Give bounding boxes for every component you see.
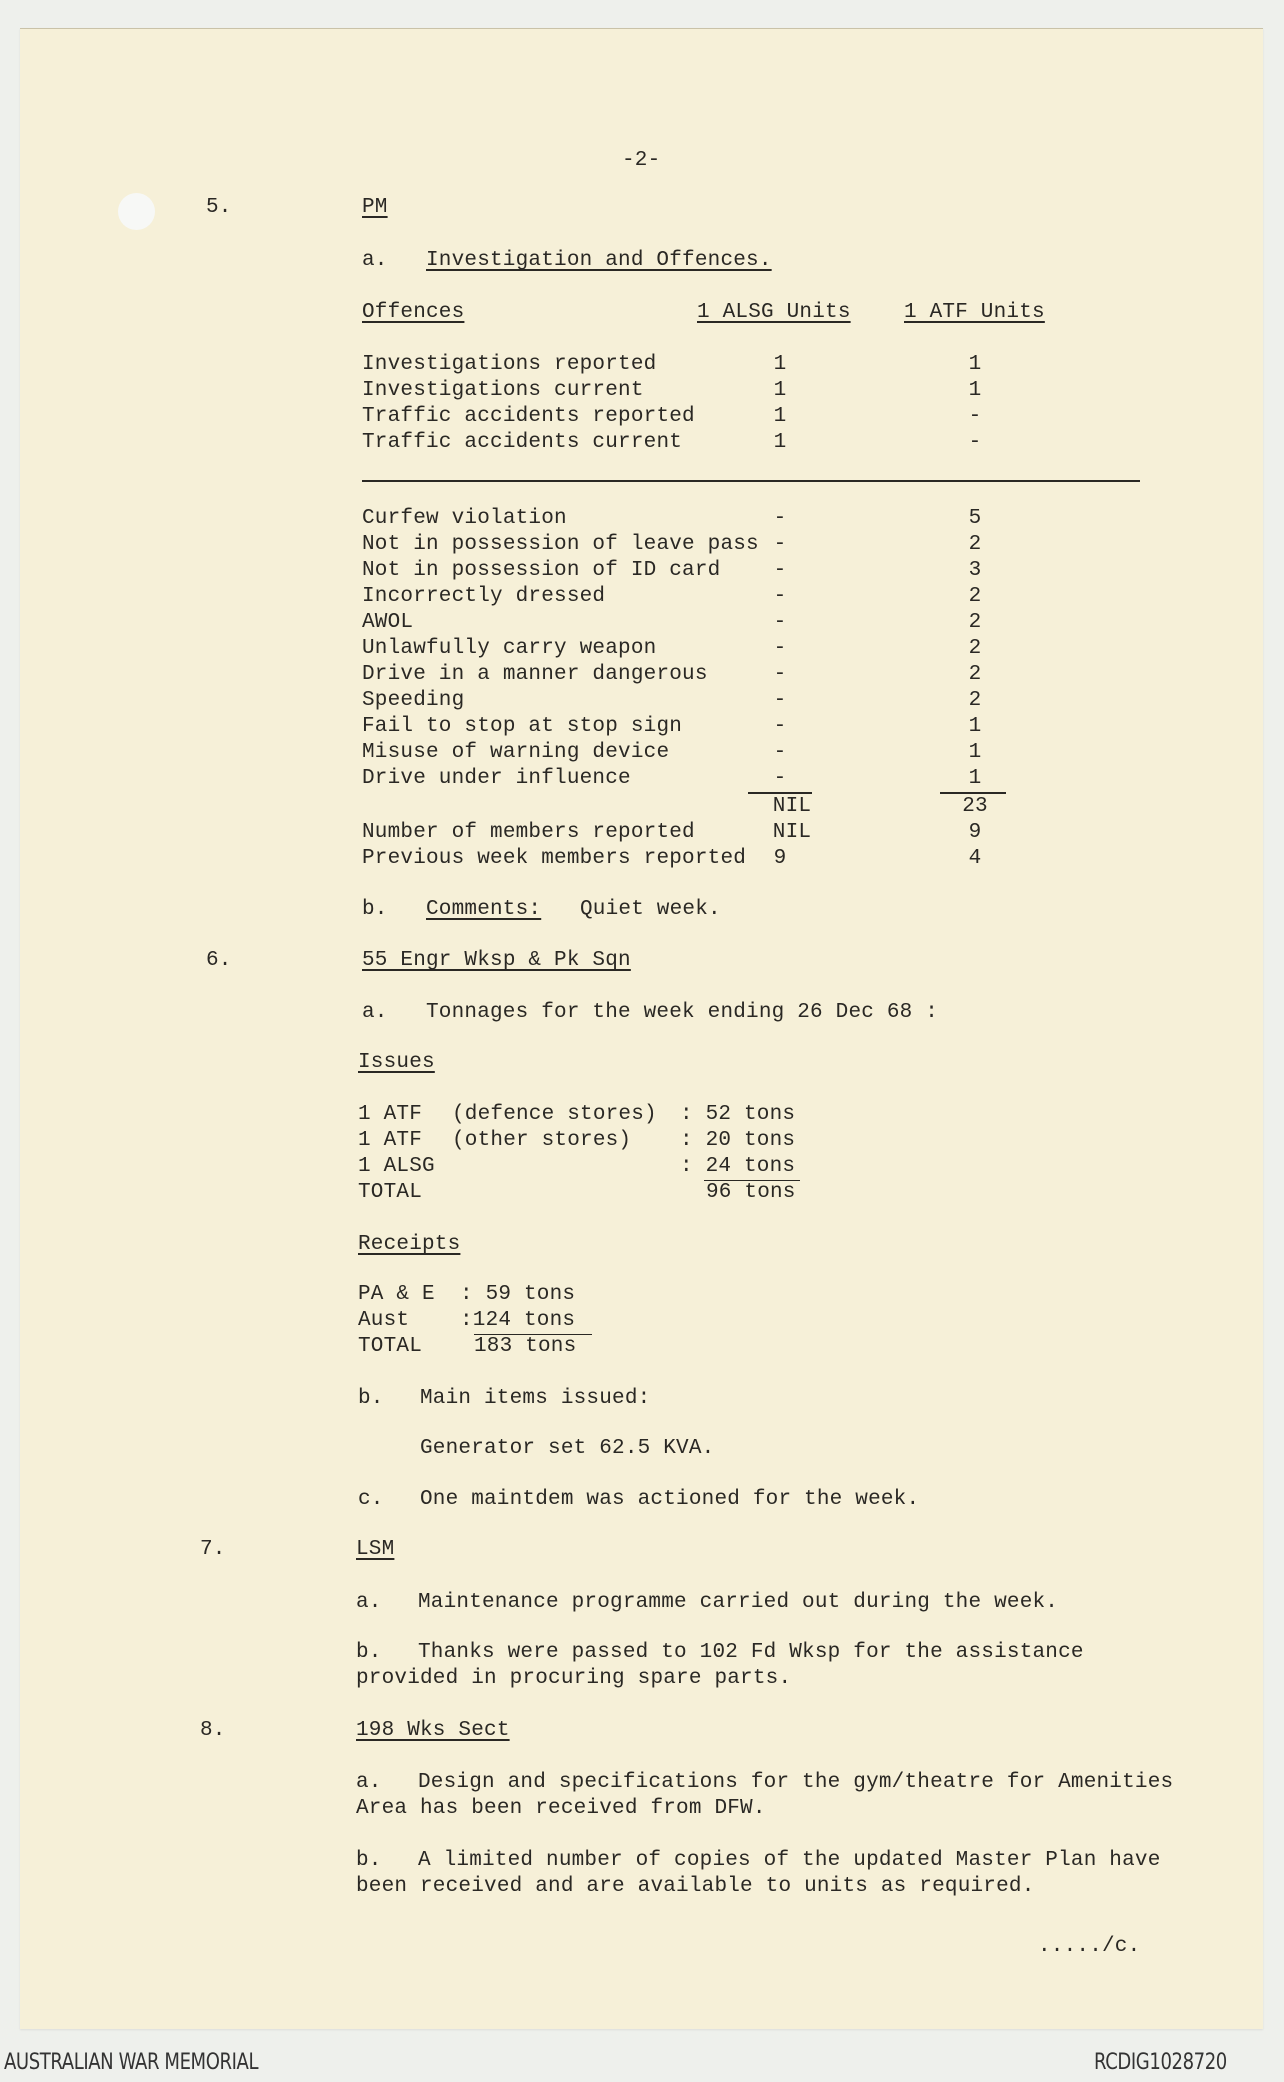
section-5a-title: Investigation and Offences. (426, 249, 772, 272)
section-6a-label: a. (362, 1001, 388, 1024)
alsg-value: - (773, 741, 787, 764)
atf-value: 5 (968, 507, 982, 530)
alsg-value: - (773, 715, 787, 738)
section-7-number: 7. (200, 1538, 226, 1561)
atf-value: - (968, 405, 982, 428)
alsg-units-header: 1 ALSG Units (697, 301, 851, 324)
offence-label: Investigations current (362, 379, 644, 402)
atf-value: 1 (968, 741, 982, 764)
atf-value: 2 (968, 533, 982, 556)
issue-unit: 1 ATF (358, 1103, 423, 1126)
receipt-value: :124 tons (460, 1309, 576, 1332)
section-7a-label: a. (356, 1591, 382, 1614)
alsg-value: - (773, 559, 787, 582)
section-8a-line2: Area has been received from DFW. (356, 1797, 766, 1820)
alsg-value: 1 (773, 431, 787, 454)
receipt-source: PA & E (358, 1283, 435, 1306)
offence-label: Not in possession of leave pass (362, 533, 759, 556)
alsg-total: NIL (772, 795, 812, 818)
section-7b-line1: Thanks were passed to 102 Fd Wksp for the assistance (418, 1641, 1084, 1664)
alsg-value: 1 (773, 379, 787, 402)
offence-label: Incorrectly dressed (362, 585, 606, 608)
section-6b-text: Main items issued: (420, 1387, 651, 1410)
issues-total-label: TOTAL (358, 1181, 423, 1204)
continuation-marker: ...../c. (1038, 1935, 1141, 1958)
receipts-total-value: 183 tons (474, 1335, 577, 1358)
section-7b-label: b. (356, 1641, 382, 1664)
members-label: Number of members reported (362, 821, 695, 844)
section-7-title: LSM (356, 1538, 395, 1561)
alsg-value: 1 (773, 353, 787, 376)
receipts-total-label: TOTAL (358, 1335, 423, 1358)
atf-value: 3 (968, 559, 982, 582)
offences-header: Offences (362, 301, 465, 324)
punch-hole (118, 193, 155, 230)
atf-value: 2 (968, 585, 982, 608)
section-7a-text: Maintenance programme carried out during the week. (418, 1591, 1059, 1614)
alsg-value: NIL (772, 821, 812, 844)
atf-value: 9 (968, 821, 982, 844)
atf-value: 1 (968, 379, 982, 402)
offence-label: Drive under influence (362, 767, 631, 790)
atf-units-header: 1 ATF Units (904, 301, 1045, 324)
offence-label: Drive in a manner dangerous (362, 663, 708, 686)
section-5b-label: b. (362, 898, 388, 921)
offence-label: AWOL (362, 611, 414, 634)
offence-label: Traffic accidents current (362, 431, 683, 454)
alsg-value: - (773, 663, 787, 686)
main-item-issued: Generator set 62.5 KVA. (420, 1437, 715, 1460)
alsg-value: - (773, 507, 787, 530)
section-8-number: 8. (200, 1719, 226, 1742)
offence-label: Speeding (362, 689, 465, 712)
atf-value: 2 (968, 637, 982, 660)
section-8a-line1: Design and specifications for the gym/theatre for Amenities (418, 1771, 1174, 1794)
offence-label: Traffic accidents reported (362, 405, 695, 428)
section-8b-line1: A limited number of copies of the updated Master Plan have (418, 1849, 1161, 1872)
comments-title: Comments: (426, 898, 542, 921)
atf-value: 1 (968, 767, 982, 790)
alsg-value: - (773, 637, 787, 660)
page-number: -2- (622, 149, 661, 172)
section-8-title: 198 Wks Sect (356, 1719, 510, 1742)
offence-label: Unlawfully carry weapon (362, 637, 657, 660)
alsg-value: 1 (773, 405, 787, 428)
alsg-value: 9 (773, 847, 787, 870)
section-6-title: 55 Engr Wksp & Pk Sqn (362, 949, 631, 972)
issue-value: : 52 tons (680, 1103, 796, 1126)
issue-unit: 1 ALSG (358, 1155, 435, 1178)
alsg-value: - (773, 611, 787, 634)
atf-value: 2 (968, 663, 982, 686)
atf-value: 1 (968, 353, 982, 376)
section-5-title: PM (362, 196, 388, 219)
offence-label: Misuse of warning device (362, 741, 670, 764)
alsg-value: - (773, 533, 787, 556)
section-6a-text: Tonnages for the week ending 26 Dec 68 : (426, 1001, 939, 1024)
footer-record-id: RCDIG1028720 (1094, 2050, 1227, 2075)
offence-label: Fail to stop at stop sign (362, 715, 683, 738)
alsg-value: - (773, 585, 787, 608)
atf-value: - (968, 431, 982, 454)
section-8a-label: a. (356, 1771, 382, 1794)
issue-unit: 1 ATF (358, 1129, 423, 1152)
offence-label: Not in possession of ID card (362, 559, 721, 582)
receipt-value: : 59 tons (460, 1283, 576, 1306)
atf-value: 4 (968, 847, 982, 870)
comments-text: Quiet week. (580, 898, 721, 921)
receipt-source: Aust (358, 1309, 410, 1332)
section-8b-line2: been received and are available to units as required. (356, 1875, 1035, 1898)
offence-label: Investigations reported (362, 353, 657, 376)
footer-institution: AUSTRALIAN WAR MEMORIAL (4, 2050, 259, 2075)
alsg-value: - (773, 689, 787, 712)
atf-value: 2 (968, 689, 982, 712)
issue-detail: (other stores) (452, 1129, 632, 1152)
issue-value: : 20 tons (680, 1129, 796, 1152)
alsg-value: - (773, 767, 787, 790)
section-5a-label: a. (362, 249, 388, 272)
members-label: Previous week members reported (362, 847, 747, 870)
section-6c-label: c. (358, 1488, 384, 1511)
section-5-number: 5. (206, 196, 232, 219)
section-6-number: 6. (206, 949, 232, 972)
section-6b-label: b. (358, 1387, 384, 1410)
issue-value: : 24 tons (680, 1155, 796, 1178)
atf-value: 1 (968, 715, 982, 738)
issue-detail: (defence stores) (452, 1103, 657, 1126)
section-7b-line2: provided in procuring spare parts. (356, 1667, 792, 1690)
issues-total-value: 96 tons (706, 1181, 796, 1204)
section-6c-text: One maintdem was actioned for the week. (420, 1488, 920, 1511)
issues-heading: Issues (358, 1051, 435, 1074)
atf-total: 23 (962, 795, 988, 818)
receipts-heading: Receipts (358, 1233, 461, 1256)
atf-value: 2 (968, 611, 982, 634)
offence-label: Curfew violation (362, 507, 567, 530)
section-8b-label: b. (356, 1849, 382, 1872)
table-divider (362, 480, 1140, 482)
